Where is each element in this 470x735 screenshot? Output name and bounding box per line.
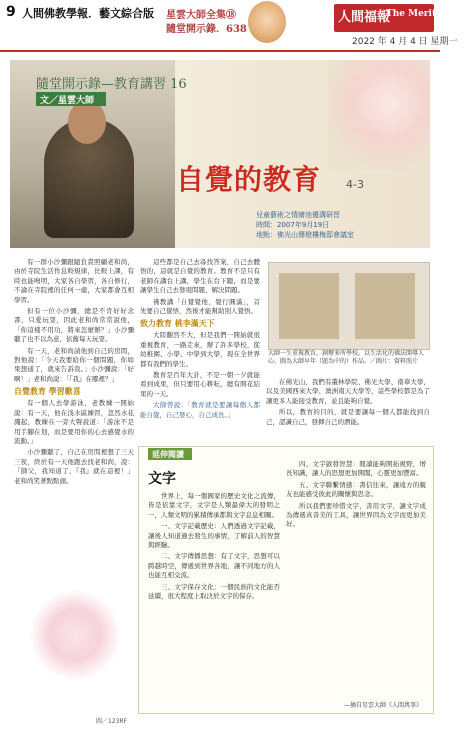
paragraph: 所以，教育的目的，就是要讓每一個人都能找到自己，認識自己，發揮自己的潛能。	[266, 408, 430, 426]
paragraph: 三、文字保存文化：一個民族的文化能否延續，很大程度上取決於文字的保存。	[148, 582, 280, 601]
master-portrait	[248, 1, 286, 43]
paragraph: 這些都是自己去尋找答案，自己去體悟的，這就是自覺的教育。教育不是只有老師在講台上講，學生在台下聽，而是要讓學生自己去發現問題、解決問題。	[140, 258, 260, 295]
event-info	[256, 210, 354, 240]
paragraph: 二、文字傳播思想：有了文字，思想可以跨越時空，傳遞到世界各地，讓不同地方的人也能互相交流。	[148, 552, 280, 580]
photo-caption: 大師一生重視教育，創辦多所學校，以生活化的佛法開導人心。圖為大師早年（題為中的）作品。／圖片：資料照片	[268, 350, 425, 365]
box-tag-label: 延伸閱讀	[152, 450, 184, 459]
article-column-1	[14, 258, 134, 488]
title-part-number: 4-3	[346, 178, 364, 191]
article-column-2	[140, 258, 260, 422]
hero-figure-head	[68, 100, 106, 144]
scroll-left	[279, 273, 339, 339]
promo-line-2: 隨堂開示錄．638	[166, 24, 247, 35]
box-column-2	[286, 460, 426, 532]
source-signature: —摘自星雲大師《人間萬事》	[344, 702, 423, 709]
calligraphy-photo	[268, 262, 430, 350]
author-label: 文／星雲大師	[40, 96, 95, 106]
section-heading: 致力教育 桃李滿天下	[140, 318, 215, 329]
info-line: 時間：2007年9月19日	[256, 221, 330, 229]
paragraph: 在佛光山，我們有叢林學院、佛光大學、南華大學，以及美國西來大學、澳洲南天大學等，這些學校都是為了讓更多人能接受教育，並且能夠自覺。	[266, 378, 430, 405]
lotus-illustration	[30, 590, 120, 680]
logo-chinese: 人間福報	[338, 10, 391, 25]
paragraph: 教育是百年大計，不是一朝一夕就能看到成果，但只要用心耕耘，總有開花結果的一天。	[140, 371, 260, 398]
paragraph: 有一群小沙彌跟隨負責照顧老和尚，由於寺院生活作息較規律，比較上課，有時也能鳴明，大家各自學習，各自修行，不論在寺院裡的任何一處，大家都會互相學習。	[14, 258, 134, 304]
box-title: 文字	[148, 471, 176, 487]
paragraph: 五、文字聯繫情感：書信往來，讓遠方的親友也能感受彼此的關懷與思念。	[286, 480, 426, 499]
issue-date: 2022 年 4 月 4 日 星期一	[352, 37, 458, 47]
paragraph: 所以我們要珍惜文字，善用文字，讓文字成為傳遞真善美的工具，讓世界因為文字而更加美好。	[286, 501, 426, 529]
logo-english: The Merit Times	[386, 9, 470, 19]
paragraph: 有一天，老和尚請他到自己的房間，對他說：「今天我要給你一個問題，你如果想通了，就來告訴我。」小沙彌說：「好啊！」老和尚說：「『我』在哪裡？」	[14, 346, 134, 383]
paragraph: 有一個人去學游泳，老教練一開始說：有一天，他在浅水區練習，忽然水花濺起，教練在一旁大聲說道：「游泳不是用手腳在划，而是要用你的心去感覺水的流動。」	[14, 399, 134, 445]
page-number: 9	[6, 4, 16, 20]
paragraph: 但有一位小沙彌，總是不肯好好念書，只愛玩耍，因此老和尚常常說他，「你這樣不用功，將來怎麼辦？」小沙彌聽了也不以為意，依舊每天玩耍。	[14, 307, 134, 344]
section-heading: 自覺教育 學習歡喜	[14, 386, 81, 397]
series-title: 隨堂開示錄—教育講習 16	[36, 77, 187, 92]
paragraph: 四、文字啟發智慧：閱讀能夠開拓視野，增長知識，讓人的思想更加開闊，心靈更加豐富。	[286, 460, 426, 478]
flower-decoration	[328, 60, 430, 170]
box-column-1	[148, 492, 280, 603]
scroll-right	[355, 273, 415, 339]
paragraph: 小沙彌聽了，自己在房間裡想了三天三夜，終於有一天他跑去找老和尚，說：「師父，我知道了，『我』就在這裡！」老和尚笑著點點頭。	[14, 448, 134, 485]
article-column-3	[266, 378, 430, 429]
paragraph: 世界上，每一個國家的歷史文化之流傳，皆是依靠文字，文字是人類最偉大的發明之一，人類文明的累積傳承都與文字息息相關。	[148, 492, 280, 519]
info-line: 地點：佛光山傳燈樓梅邸會議室	[256, 231, 354, 239]
article-title: 自覺的教育	[176, 163, 322, 196]
paragraph: 大陸翻然不大，但是我們一開始就很重視教育，一路走來，辦了許多學校，從幼稚園、小學、中學到大學，現在全世界都有我們的學生。	[140, 331, 260, 368]
info-line: 兒童藝術之情繪池優溝研習	[256, 211, 340, 219]
pull-quote: 大師曾說：「教育就是要讓每個人都能自覺，自己發心，自己成長。」	[140, 401, 260, 419]
illustration-credit: 圖／123RF	[96, 718, 128, 725]
paragraph: 佛教講「自覺覺他，覺行圓滿」，首先要自己覺悟，然後才能幫助別人覺悟。	[140, 297, 260, 316]
paragraph: 一、文字記載歷史：人們透過文字記載，讓後人知道過去發生的事情，了解前人的智慧與經驗。	[148, 522, 280, 550]
promo-line-1: 星雲大師全集⑱	[166, 10, 236, 21]
section-title: 人間佛教學報．藝文綜合版	[22, 7, 154, 20]
